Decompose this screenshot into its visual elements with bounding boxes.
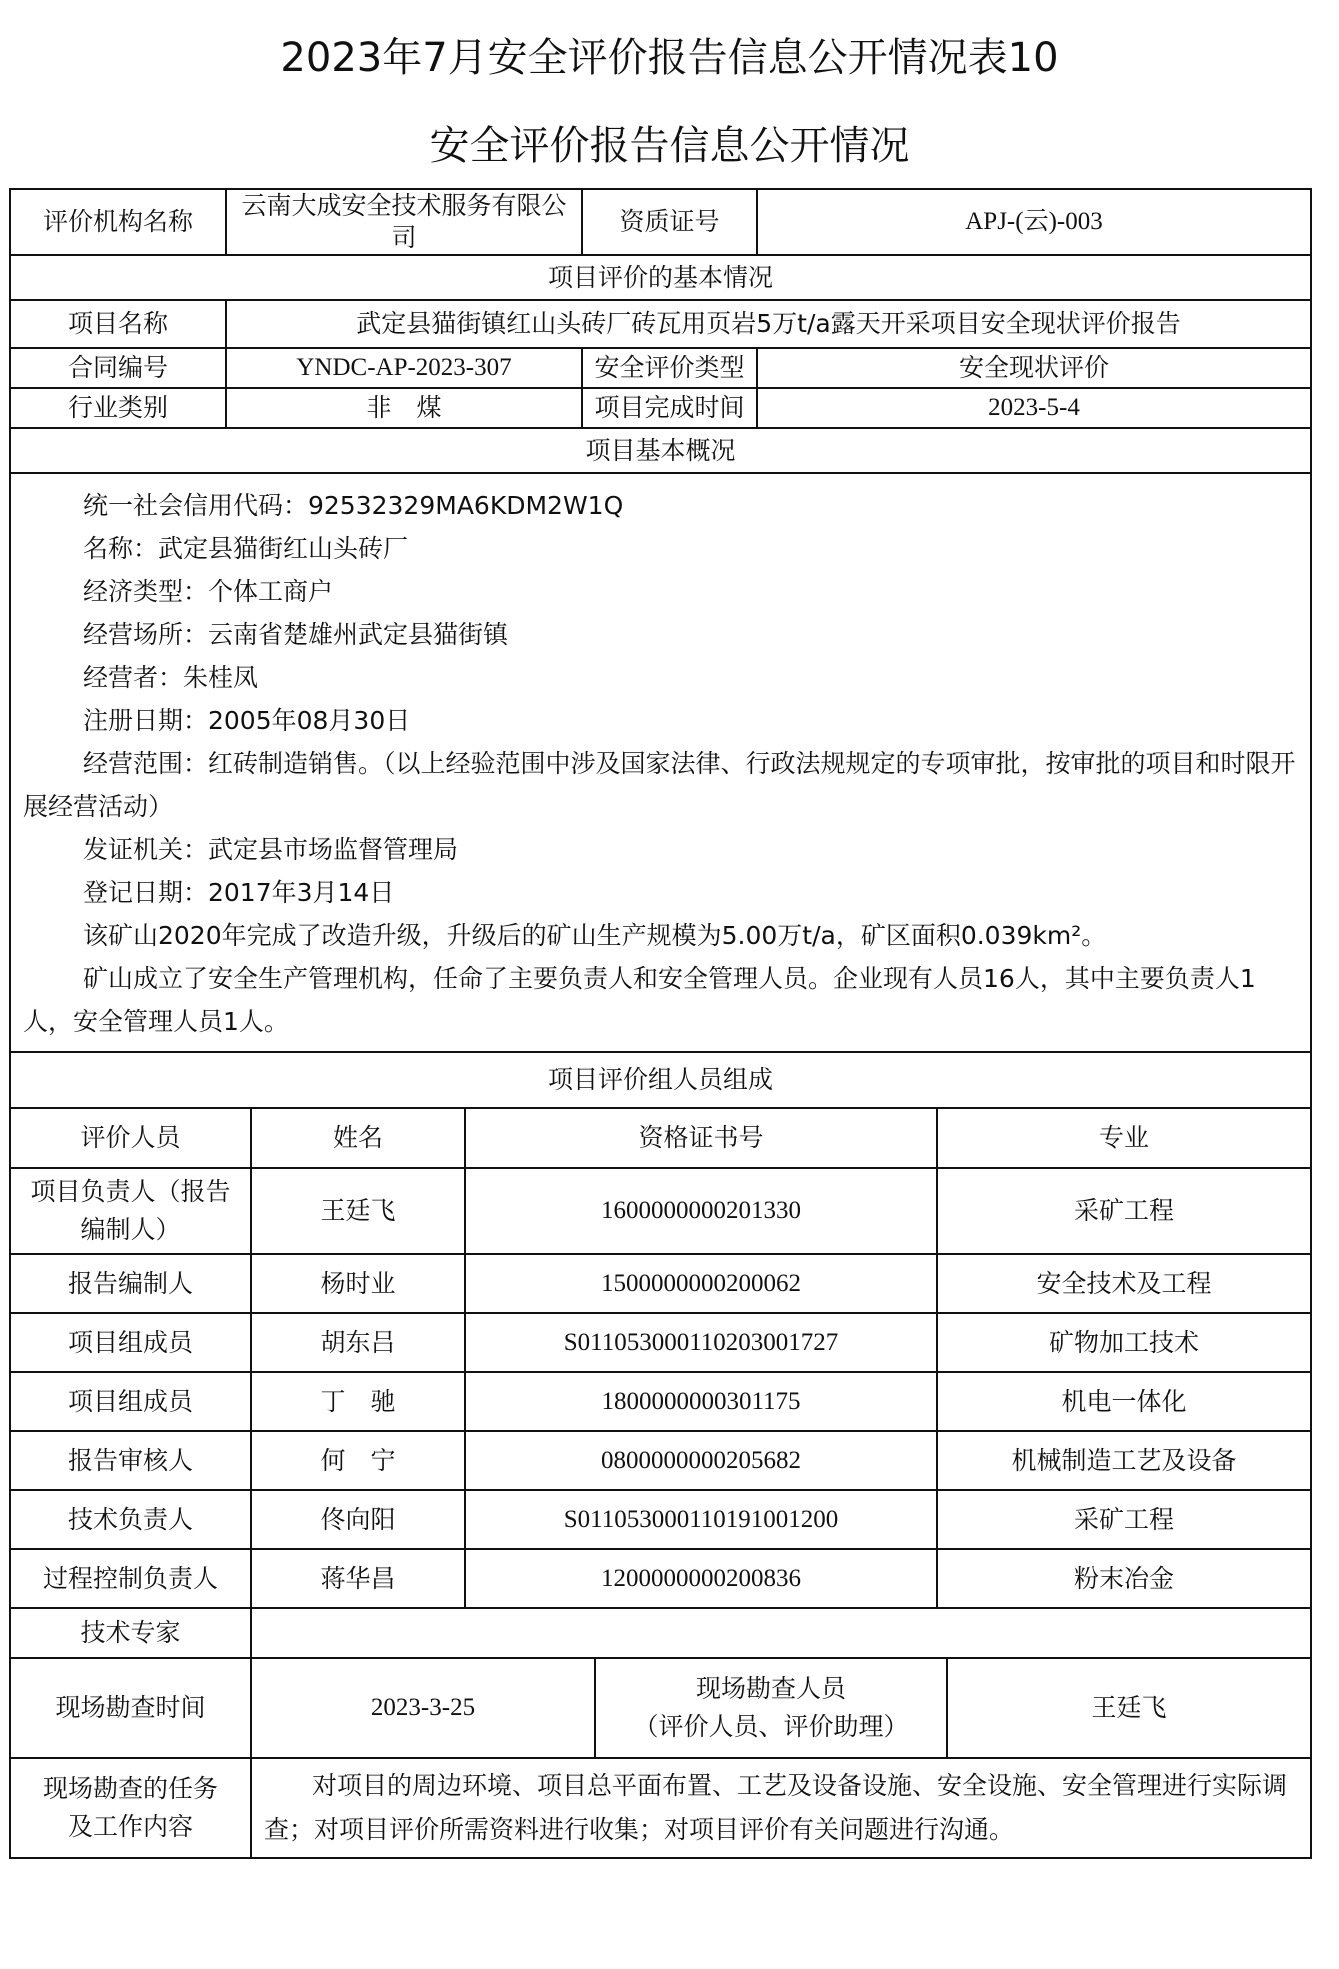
org-name-value: 云南大成安全技术服务有限公司 <box>226 189 582 255</box>
eval-type-label: 安全评价类型 <box>582 348 757 388</box>
document-title: 2023年7月安全评价报告信息公开情况表10 <box>280 35 1059 81</box>
overview-name: 名称：武定县猫街红山头砖厂 <box>83 534 409 563</box>
basic-info-table <box>9 188 1312 349</box>
survey-staff-label <box>595 1658 947 1758</box>
team-header-role: 评价人员 <box>10 1108 251 1168</box>
team-row-major: 采矿工程 <box>937 1490 1311 1549</box>
overview-operator: 经营者：朱桂凤 <box>83 663 259 692</box>
team-row-name: 蒋华昌 <box>251 1549 465 1608</box>
industry-label: 行业类别 <box>10 388 226 428</box>
team-row-major: 矿物加工技术 <box>937 1313 1311 1372</box>
overview-issuer: 发证机关：武定县市场监督管理局 <box>83 835 459 864</box>
contract-no-label: 合同编号 <box>10 348 226 388</box>
overview-staff: 矿山成立了安全生产管理机构，任命了主要负责人和安全管理人员。企业现有人员16人，其中主要负责人1人，安全管理人员1人。 <box>23 964 1256 1036</box>
team-header-cert: 资格证书号 <box>465 1108 937 1168</box>
overview-upgrade: 该矿山2020年完成了改造升级，升级后的矿山生产规模为5.00万t/a，矿区面积0.039km²。 <box>83 921 1107 950</box>
team-row-major: 安全技术及工程 <box>937 1254 1311 1313</box>
team-row-name: 杨时业 <box>251 1254 465 1313</box>
team-row-major: 粉末冶金 <box>937 1549 1311 1608</box>
survey-task-label-line2: 及工作内容 <box>67 1812 193 1841</box>
project-name-label: 项目名称 <box>10 300 226 348</box>
team-row-name: 丁 驰 <box>251 1372 465 1431</box>
org-name-label: 评价机构名称 <box>10 189 226 255</box>
cert-no-value: APJ-(云)-003 <box>757 189 1311 255</box>
team-row-name: 何 宁 <box>251 1431 465 1490</box>
team-row-role: 项目组成员 <box>10 1372 251 1431</box>
team-row-name: 王廷飞 <box>251 1168 465 1254</box>
team-table <box>9 1107 1312 1659</box>
overview-address: 经营场所：云南省楚雄州武定县猫街镇 <box>83 620 509 649</box>
team-row-major: 机械制造工艺及设备 <box>937 1431 1311 1490</box>
survey-task-value: 对项目的周边环境、项目总平面布置、工艺及设备设施、安全设施、安全管理进行实际调查；对项目评价所需资料进行收集；对项目评价有关问题进行沟通。 <box>251 1758 1311 1858</box>
document-subtitle: 安全评价报告信息公开情况 <box>429 123 910 169</box>
cert-no-label: 资质证号 <box>582 189 757 255</box>
project-name-value: 武定县猫街镇红山头砖厂砖瓦用页岩5万t/a露天开采项目安全现状评价报告 <box>226 300 1311 348</box>
team-row-role: 项目负责人（报告编制人） <box>10 1168 251 1254</box>
team-row-cert: 1800000000301175 <box>465 1372 937 1431</box>
section-team-title: 项目评价组人员组成 <box>10 1052 1311 1108</box>
overview-economic-type: 经济类型：个体工商户 <box>83 577 334 606</box>
team-row-major: 机电一体化 <box>937 1372 1311 1431</box>
team-row-cert: 1500000000200062 <box>465 1254 937 1313</box>
team-header-major: 专业 <box>937 1108 1311 1168</box>
team-row-name: 佟向阳 <box>251 1490 465 1549</box>
team-row-name: 胡东吕 <box>251 1313 465 1372</box>
survey-time-value: 2023-3-25 <box>251 1658 595 1758</box>
survey-staff-label-line2: （评价人员、评价助理） <box>633 1712 909 1741</box>
industry-value: 非 煤 <box>226 388 582 428</box>
survey-staff-value: 王廷飞 <box>947 1658 1311 1758</box>
overview-credit-code: 统一社会信用代码：92532329MA6KDM2W1Q <box>83 491 624 520</box>
survey-staff-label-line1: 现场勘查人员 <box>695 1674 846 1703</box>
survey-task-label-line1: 现场勘查的任务 <box>42 1774 218 1803</box>
team-row-role: 技术负责人 <box>10 1490 251 1549</box>
disclosure-table-wrapper <box>9 188 1310 1859</box>
team-row-cert: 1600000000201330 <box>465 1168 937 1254</box>
survey-table <box>9 1657 1312 1859</box>
eval-type-value: 安全现状评价 <box>757 348 1311 388</box>
section-overview-title: 项目基本概况 <box>10 428 1311 473</box>
team-row-role: 过程控制负责人 <box>10 1549 251 1608</box>
finish-time-value: 2023-5-4 <box>757 388 1311 428</box>
overview-business-scope: 经营范围：红砖制造销售。（以上经验范围中涉及国家法律、行政法规规定的专项审批，按审批的项目和时限开展经营活动） <box>23 749 1296 821</box>
project-overview <box>10 473 1311 1052</box>
contract-table <box>9 347 1312 1109</box>
team-row-cert: S011053000110191001200 <box>465 1490 937 1549</box>
team-row-cert: S011053000110203001727 <box>465 1313 937 1372</box>
finish-time-label: 项目完成时间 <box>582 388 757 428</box>
team-row-role: 报告编制人 <box>10 1254 251 1313</box>
overview-record-date: 登记日期：2017年3月14日 <box>83 878 395 907</box>
tech-expert-label: 技术专家 <box>10 1608 251 1658</box>
team-row-major: 采矿工程 <box>937 1168 1311 1254</box>
overview-register-date: 注册日期：2005年08月30日 <box>83 706 411 735</box>
team-row-role: 项目组成员 <box>10 1313 251 1372</box>
contract-no-value: YNDC-AP-2023-307 <box>226 348 582 388</box>
section-basic-title: 项目评价的基本情况 <box>10 255 1311 300</box>
tech-expert-value <box>251 1608 1311 1658</box>
survey-task-label <box>10 1758 251 1858</box>
team-header-name: 姓名 <box>251 1108 465 1168</box>
survey-time-label: 现场勘查时间 <box>10 1658 251 1758</box>
team-row-role: 报告审核人 <box>10 1431 251 1490</box>
team-row-cert: 0800000000205682 <box>465 1431 937 1490</box>
team-row-cert: 1200000000200836 <box>465 1549 937 1608</box>
